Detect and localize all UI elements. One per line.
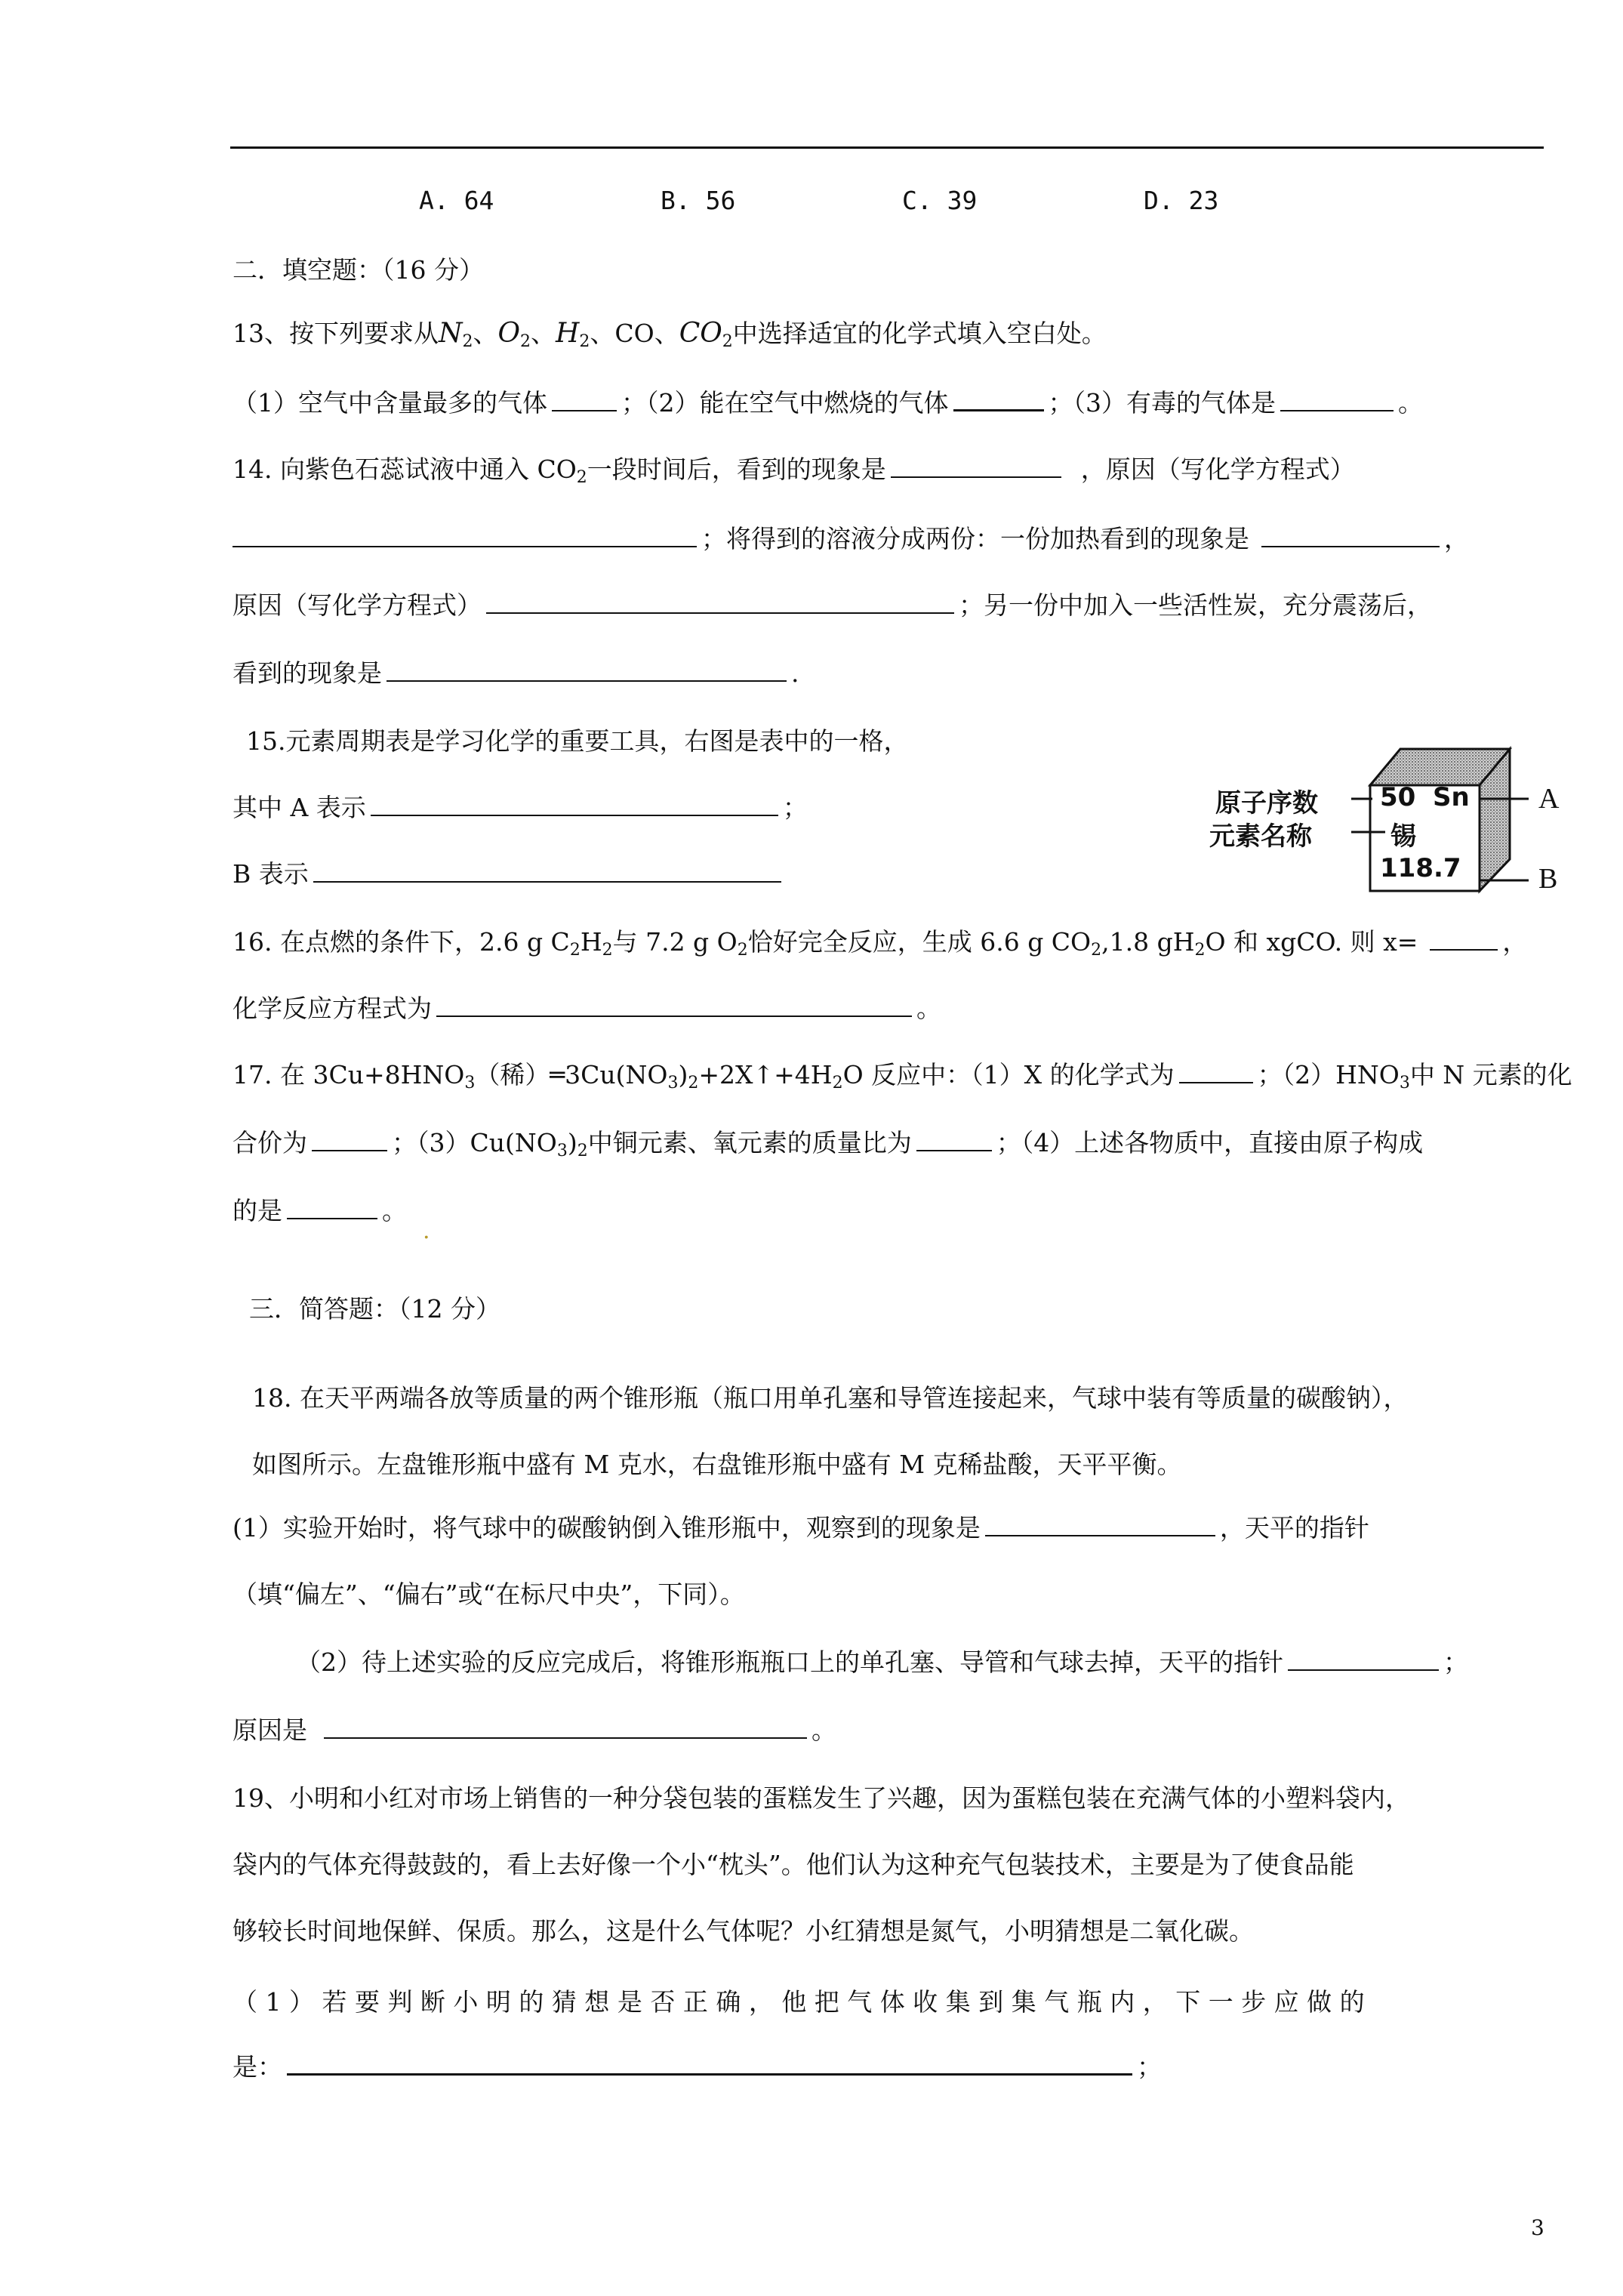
- answer-blank[interactable]: [953, 387, 1044, 411]
- question-15-line-1: 15.元素周期表是学习化学的重要工具，右图是表中的一格，: [246, 726, 909, 756]
- section-title-fill-in: 二．填空题：（16 分）: [233, 255, 484, 285]
- question-19-line-2: 袋内的气体充得鼓鼓的，看上去好像一个小“枕头”。他们认为这种充气包装技术，主要是为了使食品能: [233, 1850, 1354, 1879]
- page-number: 3: [1531, 2215, 1544, 2240]
- question-17-line-1: 17. 在 $3Cu+8HNO_3$（稀）$═3Cu(NO_3)_2+2X↑+4H_2O$ 反应中：（1）X 的化学式为 ；$(2)HNO_3$中 N 元素的化: [233, 1060, 1572, 1093]
- answer-blank[interactable]: [312, 1127, 387, 1151]
- question-14-line-3: 原因（写化学方程式） ；另一份中加入一些活性炭，充分震荡后，: [233, 590, 1432, 620]
- answer-blank[interactable]: [1288, 1647, 1439, 1671]
- answer-blank[interactable]: [1430, 926, 1498, 951]
- option-a: A. 64: [419, 186, 494, 215]
- answer-blank[interactable]: [916, 1127, 992, 1151]
- answer-blank[interactable]: [287, 1195, 377, 1219]
- element-symbol: Sn: [1433, 782, 1470, 812]
- answer-blank[interactable]: [233, 523, 697, 547]
- answer-blank[interactable]: [552, 387, 617, 411]
- question-17-line-3: 的是 。: [233, 1196, 407, 1225]
- question-13-line-1: 13、按下列要求从$N_2$、$O_2$、$H_2$、CO、$CO_2$中选择适宜的化学式填入空白处。: [233, 318, 1107, 351]
- answer-blank[interactable]: [287, 2051, 1132, 2076]
- question-16-line-1: 16. 在点燃的条件下，2.6 g $C_2H_2$与 7.2 g $O_2$恰好完全反应，生成 6.6 g $CO_2,1.8$ $gH_2O$ 和 xgCO. 则 x= ，: [233, 927, 1528, 960]
- answer-blank[interactable]: [1261, 523, 1440, 547]
- header-rule: [230, 146, 1544, 149]
- stray-mark: .: [423, 1218, 430, 1244]
- answer-blank[interactable]: [371, 792, 778, 816]
- question-15-line-2: 其中 A 表示 ；: [233, 793, 808, 822]
- answer-blank[interactable]: [313, 858, 781, 883]
- question-14-line-4: 看到的现象是 .: [233, 658, 799, 688]
- atomic-number: 50: [1380, 782, 1416, 812]
- periodic-table-cell-figure: [1209, 740, 1578, 898]
- question-19-line-1: 19、小明和小红对市场上销售的一种分袋包装的蛋糕发生了兴趣，因为蛋糕包装在充满气体的小塑料袋内，: [233, 1783, 1410, 1813]
- answer-blank[interactable]: [486, 590, 954, 614]
- answer-blank[interactable]: [387, 658, 787, 682]
- answer-blank[interactable]: [436, 993, 912, 1017]
- option-c: C. 39: [902, 186, 978, 215]
- answer-blank[interactable]: [324, 1715, 807, 1739]
- answer-blank[interactable]: [985, 1512, 1215, 1536]
- answer-blank[interactable]: [1179, 1059, 1253, 1083]
- pointer-a-label: A: [1538, 783, 1560, 815]
- pointer-b-label: B: [1538, 863, 1558, 895]
- question-14-line-1: 14. 向紫色石蕊试液中通入 $CO_2$一段时间后，看到的现象是 ，原因（写化学方程式）: [233, 455, 1355, 487]
- question-19-line-4: （ 1 ） 若 要 判 断 小 明 的 猜 想 是 否 正 确 ， 他 把 气 体 收 集 到 集 气 瓶 内 ， 下 一 步 应 做 的: [233, 1987, 1365, 2017]
- option-b: B. 56: [661, 186, 736, 215]
- option-d: D. 23: [1144, 186, 1219, 215]
- question-18-line-1: 18. 在天平两端各放等质量的两个锥形瓶（瓶口用单孔塞和导管连接起来，气球中装有等质量的碳酸钠），: [252, 1383, 1409, 1413]
- question-14-line-2: ；将得到的溶液分成两份：一份加热看到的现象是 ，: [233, 522, 1469, 556]
- question-18-line-2: 如图所示。左盘锥形瓶中盛有 M 克水，右盘锥形瓶中盛有 M 克稀盐酸，天平平衡。: [252, 1450, 1182, 1479]
- question-17-line-2: 合价为 ；$(3)Cu(NO_3)_2$中铜元素、氧元素的质量比为 ；（4）上述各物质中，直接由原子构成: [233, 1128, 1424, 1160]
- question-15-line-3: B 表示: [233, 858, 786, 891]
- question-18-line-3: (1）实验开始时，将气球中的碳酸钠倒入锥形瓶中，观察到的现象是 ，天平的指针: [233, 1513, 1369, 1542]
- question-16-line-2: 化学反应方程式为 。: [233, 994, 941, 1023]
- question-18-line-6: 原因是 。: [233, 1715, 836, 1745]
- label-atomic-number: 原子序数: [1215, 788, 1318, 818]
- question-18-line-4: （填“偏左”、“偏右”或“在标尺中央”，下同）。: [233, 1579, 745, 1609]
- question-19-line-3: 够较长时间地保鲜、保质。那么，这是什么气体呢？小红猜想是氮气，小明猜想是二氧化碳。: [233, 1916, 1254, 1946]
- answer-blank[interactable]: [1280, 387, 1394, 411]
- atomic-mass: 118.7: [1380, 853, 1461, 883]
- label-element-name: 元素名称: [1209, 821, 1312, 852]
- section-title-short-answer: 三．简答题：（12 分）: [249, 1294, 500, 1324]
- element-name: 锡: [1390, 821, 1416, 852]
- answer-blank[interactable]: [891, 454, 1061, 478]
- question-18-line-5: （2）待上述实验的反应完成后，将锥形瓶瓶口上的单孔塞、导管和气球去掉，天平的指针 ；: [296, 1647, 1468, 1677]
- question-13-line-2: （1）空气中含量最多的气体 ；（2）能在空气中燃烧的气体 ；（3）有毒的气体是 。: [233, 388, 1423, 418]
- question-19-line-5: 是： ；: [233, 2052, 1162, 2082]
